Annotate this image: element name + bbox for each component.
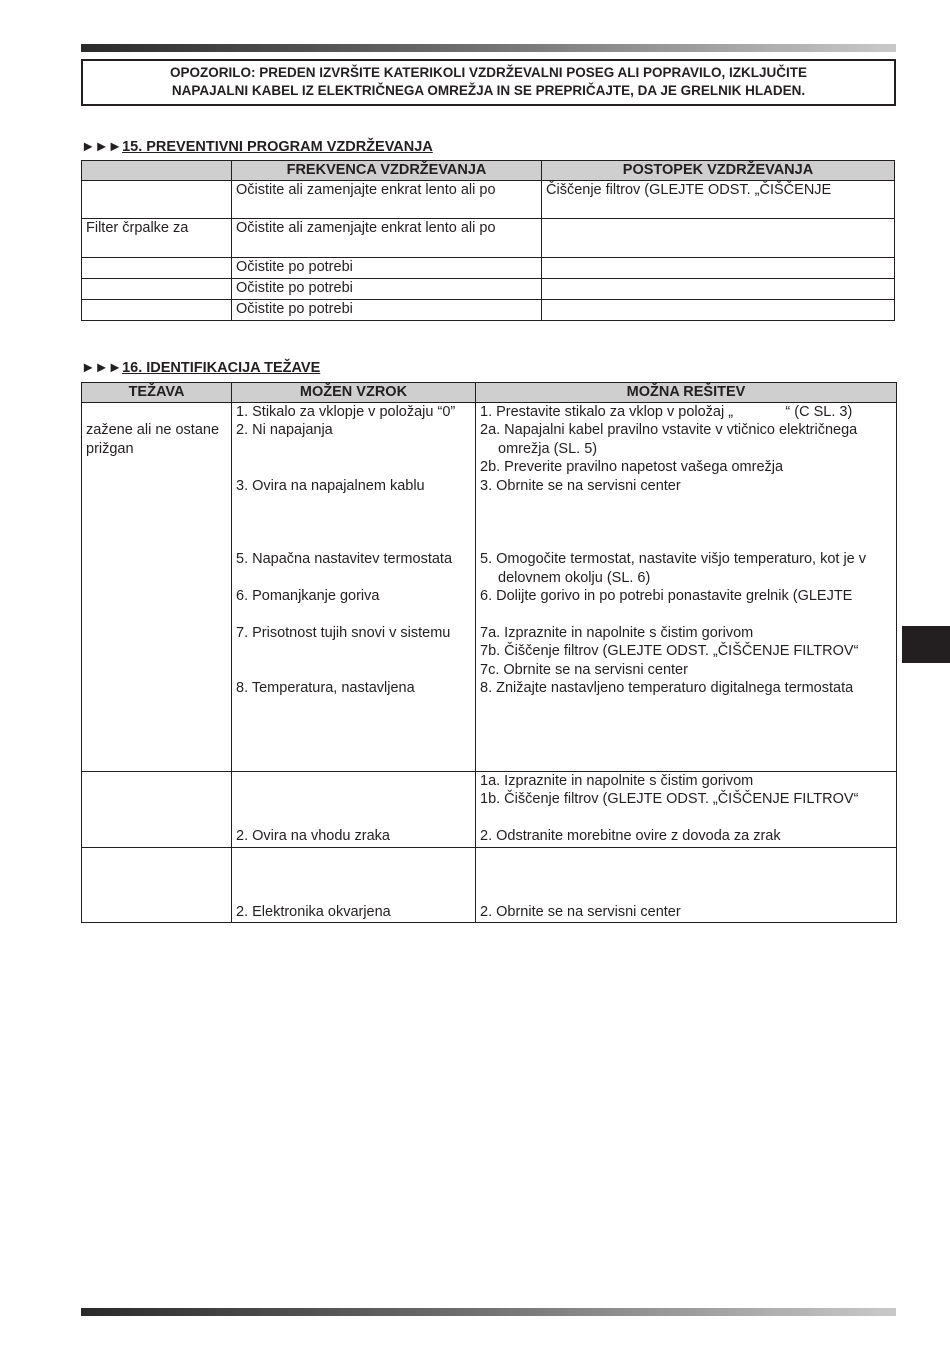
section-15-title: 15. PREVENTIVNI PROGRAM VZDRŽEVANJA [122,139,433,155]
table-row [82,772,897,848]
cause-item: 2. Elektronika okvarjena [236,904,391,921]
solution-item: 5. Omogočite termostat, nastavite višjo temperaturo, kot je v [480,551,867,568]
table-cell [82,181,232,219]
table-cell: Očistite ali zamenjajte enkrat lento ali po [232,219,542,258]
column-header: POSTOPEK VZDRŽEVANJA [542,161,895,181]
solution-item: 2a. Napajalni kabel pravilno vstavite v vtičnico električnega [480,422,858,439]
problem-cell [82,403,232,772]
column-header: MOŽEN VZROK [232,383,476,403]
solution-item: 6. Dolijte gorivo in po potrebi ponastavite grelnik (GLEJTE [480,588,853,605]
solution-item: 8. Znižajte nastavljeno temperaturo digitalnega termostata [480,680,854,697]
column-header [82,161,232,181]
table-row [82,219,895,258]
table-row [82,300,895,321]
cause-item: 7. Prisotnost tujih snovi v sistemu [236,624,451,641]
top-gradient-bar [81,44,896,52]
column-header: MOŽNA REŠITEV [476,383,897,403]
table-row [82,181,895,219]
maintenance-table [81,160,895,321]
warning-line-2: NAPAJALNI KABEL IZ ELEKTRIČNEGA OMREŽJA IN SE PREPRIČAJTE, DA JE GRELNIK HLADEN. [171,83,806,98]
section-15-heading [81,139,433,155]
table-cell: Očistite po potrebi [232,300,542,321]
table-cell [542,300,895,321]
cause-item: 5. Napačna nastavitev termostata [236,551,453,568]
problem-text: prižgan [86,440,134,457]
problem-cell [82,848,232,923]
cause-item: 2. Ovira na vhodu zraka [236,828,390,845]
solution-cell [476,772,897,848]
side-tab-marker [902,626,950,663]
arrows-icon: ►►► [81,139,122,155]
table-cell [542,219,895,258]
cause-item: 6. Pomanjkanje goriva [236,587,380,604]
warning-line-1: OPOZORILO: PREDEN IZVRŠITE KATERIKOLI VZDRŽEVALNI POSEG ALI POPRAVILO, IZKLJUČITE [169,65,808,80]
troubleshooting-table [81,382,897,923]
table-cell [82,279,232,300]
section-16-heading [81,360,320,376]
solution-item: 2b. Preverite pravilno napetost vašega omrežja [480,459,784,476]
cause-item: 3. Ovira na napajalnem kablu [236,477,425,494]
column-header: TEŽAVA [82,383,232,403]
solution-item: 2. Odstranite morebitne ovire z dovoda za zrak [480,828,781,845]
table-cell [542,258,895,279]
solution-cell [476,403,897,772]
table-row [82,403,897,772]
cause-item: 8. Temperatura, nastavljena [236,679,415,696]
table-cell: Filter črpalke za [82,219,232,258]
solution-item: 2. Obrnite se na servisni center [480,904,681,921]
cause-cell [232,403,476,772]
cause-cell [232,772,476,848]
solution-item: omrežja (SL. 5) [498,440,598,457]
solution-item: 1b. Čiščenje filtrov (GLEJTE ODST. „ČIŠČENJE FILTROV“ [480,791,859,808]
table-row [82,258,895,279]
table-cell: Očistite po potrebi [232,258,542,279]
problem-text: zažene ali ne ostane [86,422,220,439]
table-cell [542,279,895,300]
solution-item: 7b. Čiščenje filtrov (GLEJTE ODST. „ČIŠČENJE FILTROV“ [480,643,859,660]
arrows-icon: ►►► [81,360,122,376]
cause-item: 1. Stikalo za vklopje v položaju “0” [236,404,456,420]
warning-box [81,59,896,106]
table-cell [82,300,232,321]
table-cell: Čiščenje filtrov (GLEJTE ODST. „ČIŠČENJE [542,181,895,219]
table-cell [82,258,232,279]
table-cell: Očistite po potrebi [232,279,542,300]
solution-item: 7c. Obrnite se na servisni center [480,661,688,678]
problem-cell [82,772,232,848]
solution-item: 7a. Izpraznite in napolnite s čistim gorivom [480,624,754,641]
table-header-row [82,161,895,181]
cause-cell [232,848,476,923]
solution-item: 1a. Izpraznite in napolnite s čistim gorivom [480,773,754,789]
solution-cell [476,848,897,923]
solution-item: 1. Prestavite stikalo za vklop v položaj „ “ (C SL. 3) [480,404,853,420]
cause-item: 2. Ni napajanja [236,422,333,439]
bottom-gradient-bar [81,1308,896,1316]
solution-item: 3. Obrnite se na servisni center [480,477,681,494]
table-row [82,279,895,300]
section-16-title: 16. IDENTIFIKACIJA TEŽAVE [122,360,321,376]
column-header: FREKVENCA VZDRŽEVANJA [232,161,542,181]
table-row [82,848,897,923]
solution-item: delovnem okolju (SL. 6) [498,569,651,586]
table-header-row [82,383,897,403]
table-cell: Očistite ali zamenjajte enkrat lento ali po [232,181,542,219]
